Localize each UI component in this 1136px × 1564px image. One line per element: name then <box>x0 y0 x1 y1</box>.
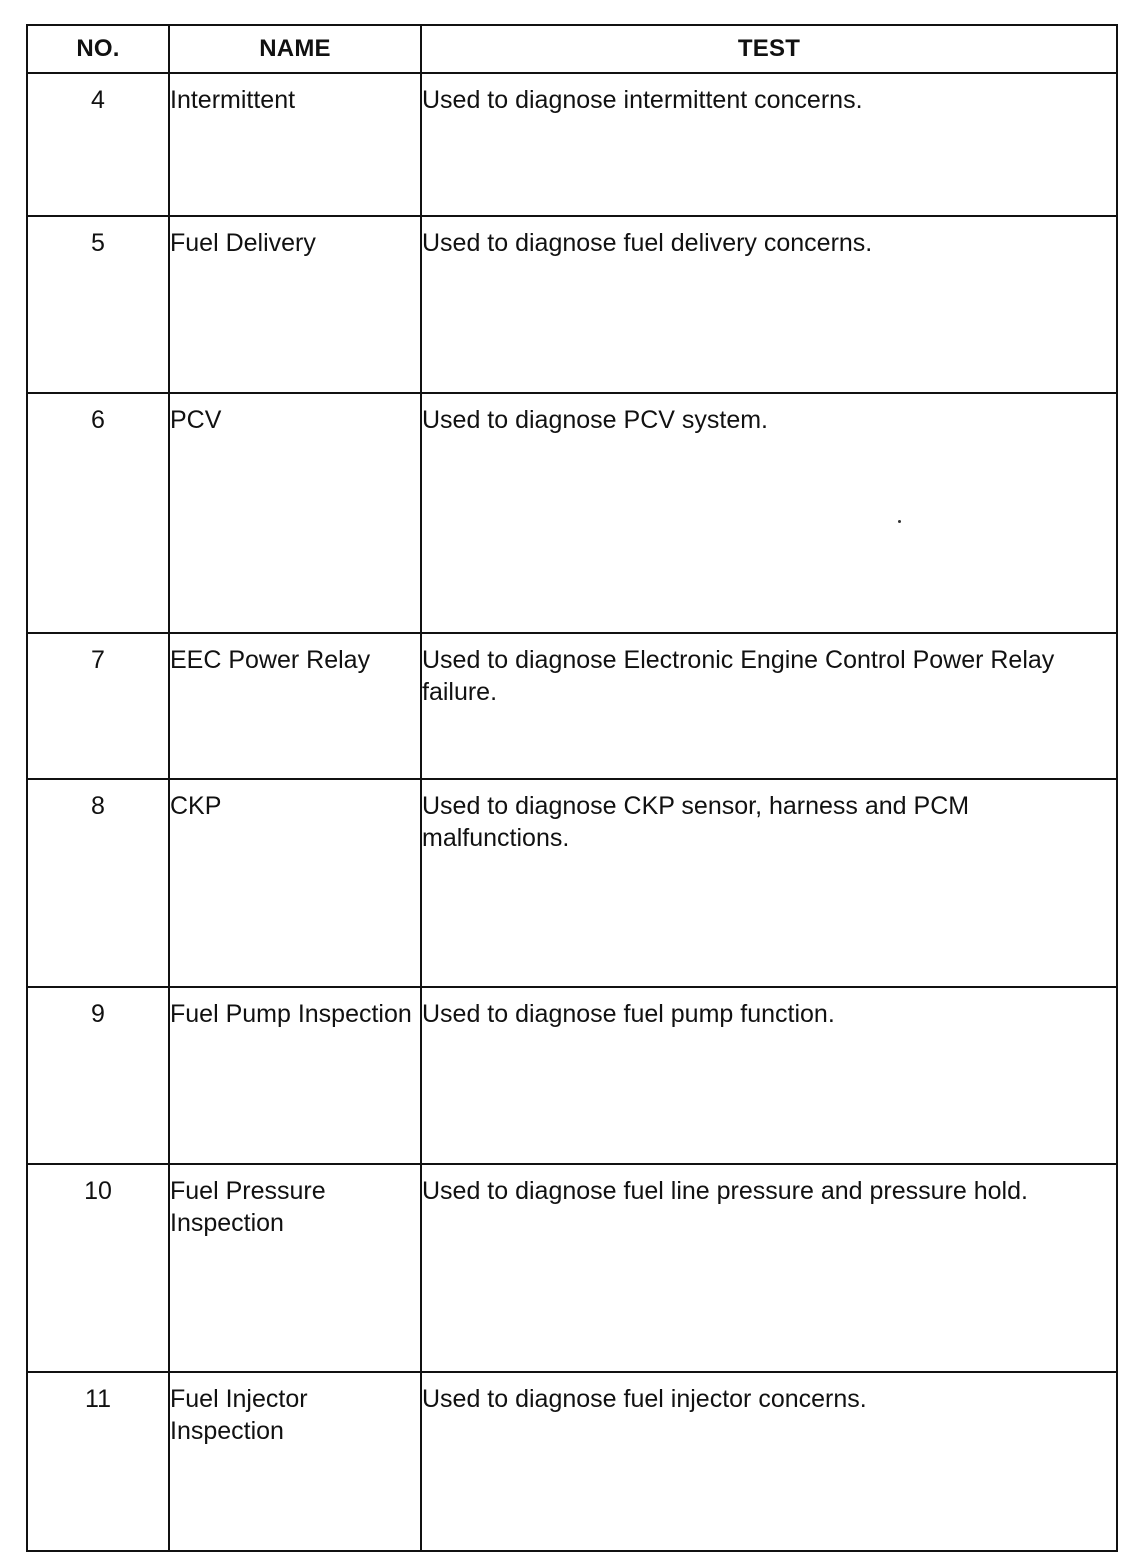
cell-no: 11 <box>27 1372 169 1551</box>
cell-no: 10 <box>27 1164 169 1373</box>
cell-name: Fuel Injector Inspection <box>169 1372 421 1551</box>
table-row <box>27 633 1117 778</box>
cell-test: Used to diagnose Electronic Engine Control Power Relay failure. <box>421 633 1117 778</box>
cell-test: Used to diagnose fuel delivery concerns. <box>421 216 1117 392</box>
cell-name: Intermittent <box>169 73 421 216</box>
cell-no: 5 <box>27 216 169 392</box>
cell-test: Used to diagnose fuel line pressure and pressure hold. <box>421 1164 1117 1373</box>
cell-name: CKP <box>169 779 421 988</box>
table-row <box>27 73 1117 216</box>
table-row <box>27 216 1117 392</box>
diagnostic-tests-table <box>26 24 1118 1552</box>
cell-test: Used to diagnose CKP sensor, harness and PCM malfunctions. <box>421 779 1117 988</box>
table-row <box>27 393 1117 634</box>
cell-no: 6 <box>27 393 169 634</box>
cell-name: Fuel Pressure Inspection <box>169 1164 421 1373</box>
cell-no: 9 <box>27 987 169 1163</box>
cell-name: Fuel Delivery <box>169 216 421 392</box>
cell-no: 7 <box>27 633 169 778</box>
cell-test: Used to diagnose fuel pump function. <box>421 987 1117 1163</box>
table-header-row <box>27 25 1117 73</box>
header-name: NAME <box>169 25 421 73</box>
cell-test: Used to diagnose intermittent concerns. <box>421 73 1117 216</box>
table-row <box>27 1164 1117 1373</box>
header-test: TEST <box>421 25 1117 73</box>
cell-test: Used to diagnose PCV system. <box>421 393 1117 634</box>
scan-speck <box>898 520 901 523</box>
diagnostic-tests-sheet <box>26 24 1116 1552</box>
cell-name: EEC Power Relay <box>169 633 421 778</box>
table-row <box>27 987 1117 1163</box>
cell-no: 4 <box>27 73 169 216</box>
header-no: NO. <box>27 25 169 73</box>
cell-name: Fuel Pump Inspection <box>169 987 421 1163</box>
cell-test: Used to diagnose fuel injector concerns. <box>421 1372 1117 1551</box>
table-row <box>27 1372 1117 1551</box>
cell-name: PCV <box>169 393 421 634</box>
cell-no: 8 <box>27 779 169 988</box>
table-row <box>27 779 1117 988</box>
